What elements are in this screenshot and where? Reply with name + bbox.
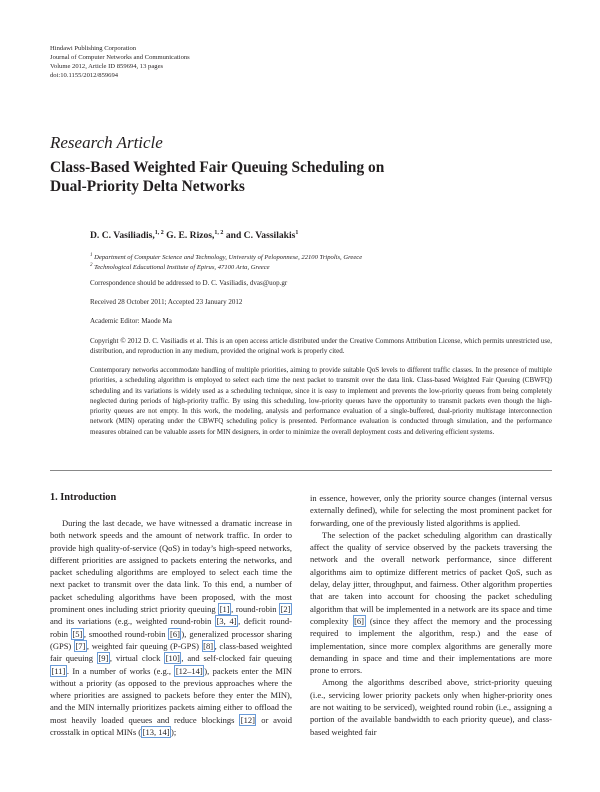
text-run: ), generalized processor sharing (GPS) [50, 628, 292, 651]
citation-link[interactable]: [6] [354, 615, 364, 626]
citation-link[interactable]: [12–14] [175, 665, 203, 676]
citation-link[interactable]: [9] [98, 653, 109, 664]
paper-title [50, 158, 520, 196]
left-column [50, 517, 292, 738]
right-column [310, 492, 552, 738]
text-run: , class-based weighted fair queuing [50, 640, 292, 664]
text-run: and its variations (e.g., weighted round-robin [50, 616, 216, 627]
affiliation-2-marker: 2 [90, 263, 93, 268]
text-run: , virtual clock [109, 653, 165, 664]
citation-link[interactable]: [6] [169, 628, 180, 639]
text-run: , and self-clocked fair queuing [181, 653, 292, 664]
author-3: and C. Vassilakis [223, 230, 296, 242]
citation-link[interactable]: [13, 14] [142, 727, 170, 738]
received-accepted-dates: Received 28 October 2011; Accepted 23 January 2012 [90, 298, 243, 306]
intro-paragraph-continued: in essence, however, only the priority source changes (internal versus externally defined), while for selecting the most prominent packet for forwarding, one of the previously listed algorithms is applied. [310, 493, 552, 528]
correspondence: Correspondence should be addressed to D. C. Vasiliadis, dvas@uop.gr [90, 279, 288, 287]
text-run: , smoothed round-robin [83, 628, 169, 639]
author-2: G. E. Rizos, [163, 230, 215, 242]
text-run: The selection of the packet scheduling algorithm can drastically affect the quality of service observed by the packets traversing the network and the overall network performance, since different algorithms aim to optimize different metrics of packet QoS, such as delay, delay jitter, throughput, and fairness. Other algorithm properties that are taken into account for choosing the packet scheduling algorithm that will be implemented in a network are its space and time complexity [310, 529, 552, 626]
author-3-affil: 1 [295, 230, 299, 236]
citation-link[interactable]: [5] [72, 628, 83, 639]
text-run: , weighted fair queuing (P-GPS) [86, 640, 202, 651]
citation-link[interactable]: [2] [280, 604, 291, 615]
section-heading: 1. Introduction [50, 492, 117, 503]
divider [50, 470, 552, 471]
citation-link[interactable]: [1] [219, 604, 230, 615]
text-run: ); [171, 727, 177, 738]
citation-link[interactable]: [10] [165, 653, 180, 664]
affiliation-1-text: Department of Computer Science and Technology, University of Peloponnese, 22100 Tripolis, Greece [94, 254, 363, 262]
affiliation-1-marker: 1 [90, 253, 93, 258]
doi: doi:10.1155/2012/859694 [50, 72, 119, 79]
citation-link[interactable]: [8] [203, 640, 214, 651]
text-run: , deficit round-robin [50, 616, 292, 639]
author-list [90, 230, 298, 241]
journal-header [50, 44, 190, 80]
citation-link[interactable]: [11] [51, 665, 66, 676]
publisher: Hindawi Publishing Corporation [50, 45, 137, 52]
academic-editor: Academic Editor: Maode Ma [90, 317, 172, 325]
title-line-1: Class-Based Weighted Fair Queuing Scheduling on [50, 159, 385, 176]
intro-paragraph-1 [50, 517, 292, 738]
abstract: Contemporary networks accommodate handling of multiple priorities, aiming to provide suitable QoS levels to different traffic classes. In the presence of multiple priorities, a scheduling algorithm is employed to select each time the next packet to transmit over the data link. Class-based Weighted Fair Queuing (CBWFQ) scheduling and its variations is widely used as a scheduling technique, since it is easy to implement and prevents the low-priority queues from being completely neglected during periods of high-priority traffic. By using this scheduling, low-priority queues have the opportunity to transmit packets even though the high-priority queues are not empty. In this work, the modeling, analysis and performance evaluation of a single-buffered, dual-priority multistage interconnection network (MIN) operating under the CBWFQ scheduling policy is presented. Performance evaluation is conducted through simulation, and the performance measures obtained can be valuable assets for MIN designers, in order to minimize the overall deployment costs and delivering efficient systems. [90, 366, 552, 436]
citation-link[interactable]: [3, 4] [216, 616, 237, 627]
text-run: ), packets enter the MIN without a priority (as opposed to the previous approaches where the where priorities are assigned to packets before they enter the MIN), and the MIN internally prioritizes packets aiming either to offload the most heavily loaded queues and reduce blockings [50, 665, 293, 725]
intro-paragraph-3: Among the algorithms described above, strict-priority queuing (i.e., servicing lower priority packets only when higher-priority ones are not waiting to be serviced), weighted round robin (i.e., assigning a portion of the available bandwidth to each priority queue), and class-based weighted fair [310, 677, 552, 737]
author-1-affil: 1, 2 [154, 230, 164, 236]
journal-name: Journal of Computer Networks and Communications [50, 54, 190, 61]
text-run: or avoid crosstalk in optical MINs ( [50, 714, 292, 738]
intro-paragraph-2 [310, 529, 552, 677]
citation-link[interactable]: [7] [75, 640, 86, 651]
text-run: , round-robin [231, 604, 280, 615]
text-run: . In a number of works (e.g., [66, 665, 175, 676]
text-run: (since they affect the memory and the processing required to implement the algorithm, resp.) and the ease of implementation, since more complex algorithms are generally more demanding in space and time and their implementations are more prone to errors. [310, 615, 552, 676]
text-run: During the last decade, we have witnessed a dramatic increase in both network speeds and the amount of network traffic. In order to provide high quality-of-service (QoS) in today’s high-speed networks, different priorities are assigned to packets entering the networks, and packet scheduling algorithms are employed to select each time the next packet to transmit over the data link. To this end, a number of packet scheduling algorithms have been proposed, with the most prominent ones including strict priority queuing [50, 518, 292, 615]
author-1: D. C. Vasiliadis, [90, 230, 155, 242]
volume-line: Volume 2012, Article ID 859694, 13 pages [50, 63, 164, 70]
copyright-notice: Copyright © 2012 D. C. Vasiliadis et al. This is an open access article distributed under the Creative Commons Attribution License, which permits unrestricted use, distribution, and reproduction in any medium, provided the original work is properly cited. [90, 337, 552, 356]
affiliation-2-text: Technological Educational Institute of Epirus, 47100 Arta, Greece [94, 264, 270, 272]
citation-link[interactable]: [12] [240, 714, 255, 725]
author-2-affil: 1, 2 [214, 230, 224, 236]
article-type: Research Article [50, 133, 163, 152]
title-line-2: Dual-Priority Delta Networks [50, 178, 245, 195]
affiliation-2 [90, 261, 270, 273]
